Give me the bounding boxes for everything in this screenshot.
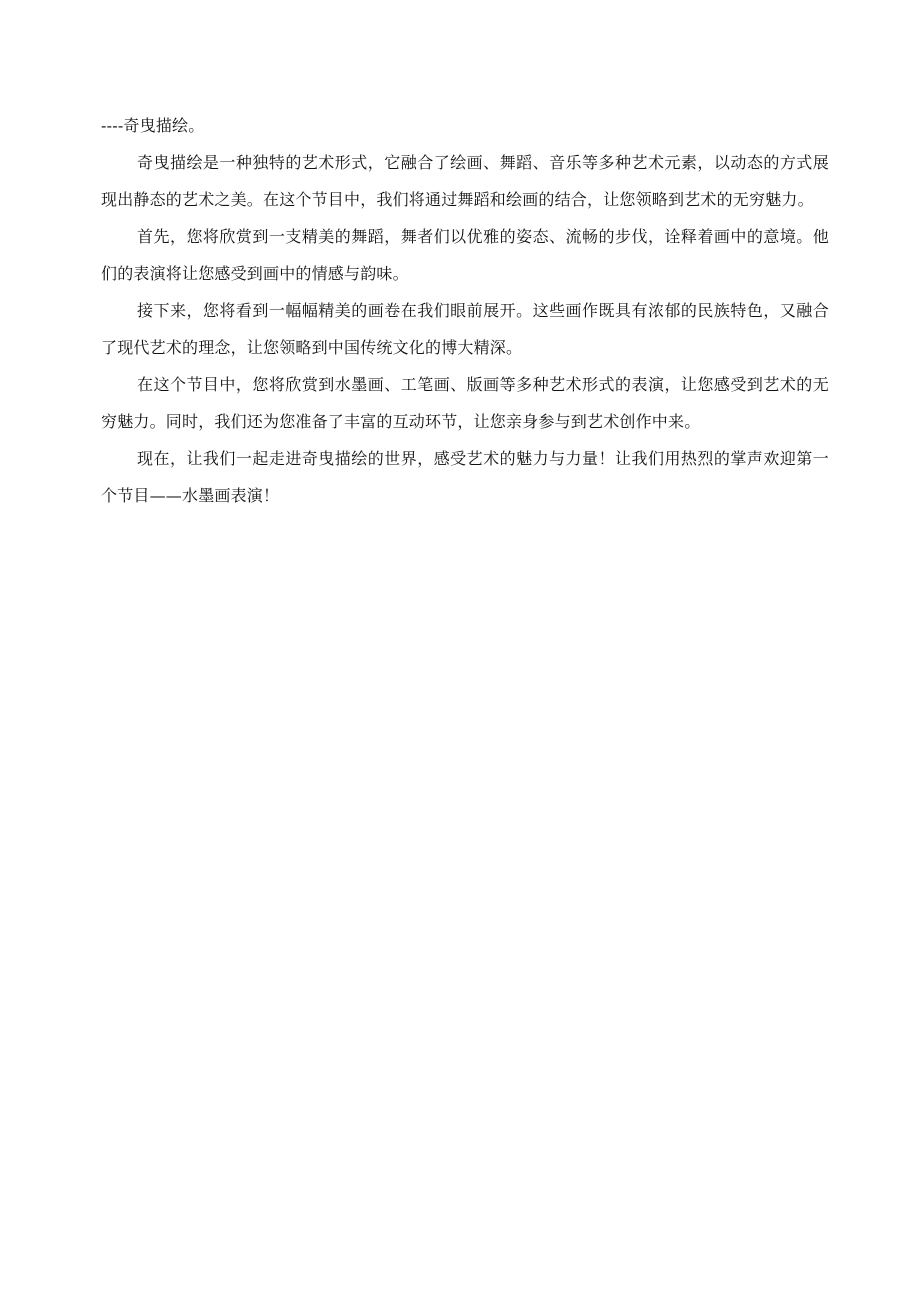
- paragraph-closing: 现在，让我们一起走进奇曳描绘的世界，感受艺术的魅力与力量！让我们用热烈的掌声欢迎第一个节目——水墨画表演！: [101, 449, 829, 505]
- document-subtitle: ----奇曳描绘。: [101, 116, 205, 135]
- paragraph-intro: 奇曳描绘是一种独特的艺术形式，它融合了绘画、舞蹈、音乐等多种艺术元素，以动态的方式展现出静态的艺术之美。在这个节目中，我们将通过舞蹈和绘画的结合，让您领略到艺术的无穷魅力。: [101, 153, 829, 209]
- document-body: [101, 107, 829, 514]
- paragraph-dance: 首先，您将欣赏到一支精美的舞蹈，舞者们以优雅的姿态、流畅的步伐，诠释着画中的意境。他们的表演将让您感受到画中的情感与韵味。: [101, 227, 829, 283]
- paragraph-art-forms: 在这个节目中，您将欣赏到水墨画、工笔画、版画等多种艺术形式的表演，让您感受到艺术的无穷魅力。同时，我们还为您准备了丰富的互动环节，让您亲身参与到艺术创作中来。: [101, 375, 829, 431]
- paragraph-paintings: 接下来，您将看到一幅幅精美的画卷在我们眼前展开。这些画作既具有浓郁的民族特色，又融合了现代艺术的理念，让您领略到中国传统文化的博大精深。: [101, 301, 829, 357]
